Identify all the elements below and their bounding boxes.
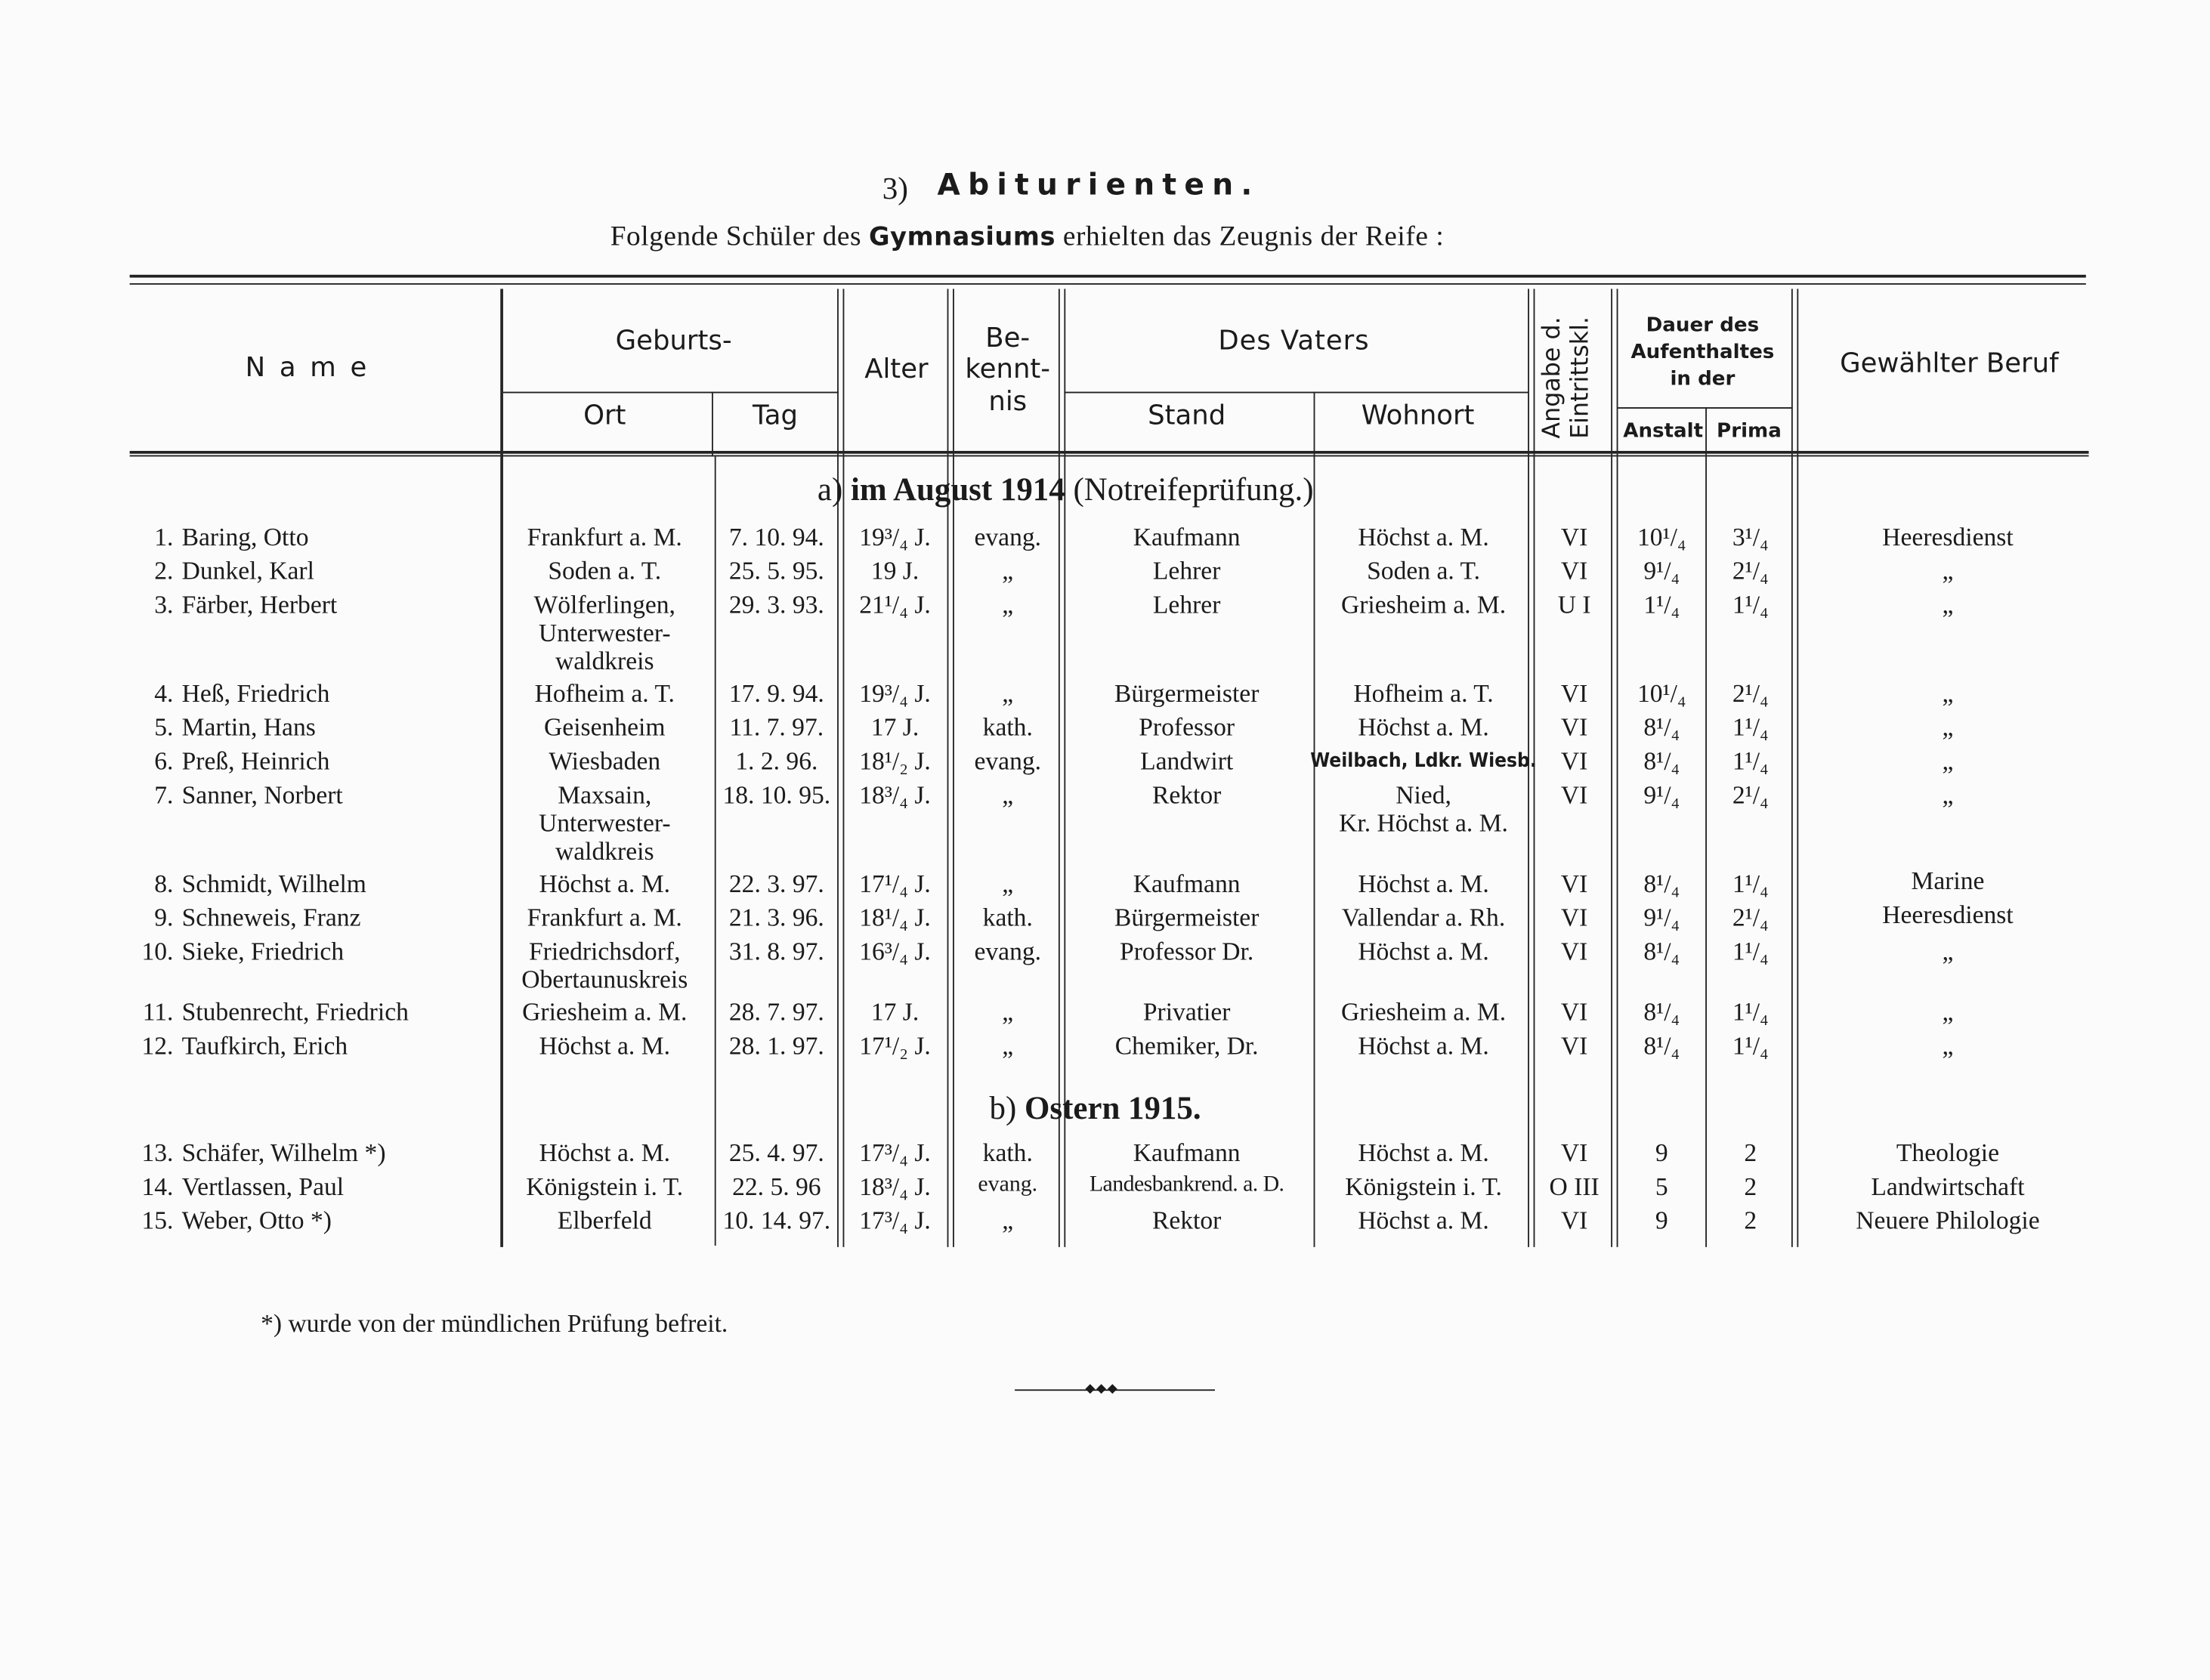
row-beruf: „ — [1942, 556, 1954, 585]
header-tag: Tag — [752, 400, 798, 431]
row-number: 2. — [154, 556, 174, 585]
table-row — [0, 1031, 2210, 1062]
section-title: Abiturienten. — [937, 167, 1260, 202]
header-dauer-1: Dauer des — [1646, 313, 1760, 337]
row-number: 5. — [154, 712, 174, 742]
row-bekenntnis: „ — [1002, 556, 1014, 585]
row-ort: Elberfeld — [557, 1206, 652, 1235]
row-alter: 17 J. — [870, 712, 920, 742]
row-stand: Kaufmann — [1133, 869, 1241, 898]
row-prima: 1¹/₄ — [1732, 997, 1769, 1027]
row-anstalt: 8¹/₄ — [1643, 712, 1680, 742]
row-wohnort: Weilbach, Ldkr. Wiesb. — [1310, 749, 1537, 773]
row-anstalt: 9 — [1655, 1138, 1668, 1167]
row-stand: Professor — [1139, 712, 1235, 742]
table-row — [0, 590, 2210, 676]
row-alter: 18³/₄ J. — [859, 780, 931, 809]
row-stand: Lehrer — [1152, 556, 1221, 585]
row-prima: 2 — [1744, 1138, 1757, 1167]
row-wohnort: Königstein i. T. — [1345, 1172, 1502, 1201]
row-anstalt: 10¹/₄ — [1637, 679, 1686, 708]
header-eintritt — [1540, 317, 1595, 439]
row-name: Schneweis, Franz — [181, 903, 361, 932]
header-bek-2: kennt- — [965, 354, 1051, 385]
row-ort: Soden a. T. — [548, 556, 662, 585]
row-number: 8. — [154, 869, 174, 898]
row-name: Weber, Otto *) — [181, 1206, 332, 1235]
section-a-note: (Notreifeprüfung.) — [1073, 471, 1314, 508]
header-vater: Des Vaters — [1218, 325, 1370, 357]
row-name: Preß, Heinrich — [181, 746, 330, 775]
row-stand: Landesbankrend. a. D. — [1089, 1172, 1284, 1197]
row-eintritt: VI — [1560, 1138, 1588, 1167]
row-beruf: Heeresdienst — [1882, 523, 2014, 551]
row-name: Dunkel, Karl — [181, 556, 314, 585]
row-ort: Königstein i. T. — [526, 1172, 684, 1201]
row-eintritt: O III — [1549, 1172, 1600, 1201]
header-anstalt: Anstalt — [1623, 419, 1704, 443]
row-name: Baring, Otto — [181, 523, 309, 551]
table-row — [0, 937, 2210, 994]
row-prima: 1¹/₄ — [1732, 869, 1769, 898]
row-prima: 2¹/₄ — [1732, 556, 1769, 585]
table-row — [0, 747, 2210, 778]
row-alter: 18¹/₄ J. — [859, 903, 931, 932]
row-eintritt: VI — [1560, 556, 1588, 585]
row-tag: 22. 5. 96 — [732, 1172, 821, 1201]
row-ort: Friedrichsdorf, Obertaunuskreis — [521, 937, 688, 994]
footnote: *) wurde von der mündlichen Prüfung befreit. — [261, 1308, 728, 1338]
row-beruf: Theologie — [1896, 1138, 2000, 1167]
subtitle-tail: erhielten das Zeugnis der Reife : — [1062, 221, 1445, 252]
row-stand: Landwirt — [1140, 746, 1234, 775]
row-prima: 1¹/₄ — [1732, 746, 1769, 775]
row-eintritt: VI — [1560, 523, 1588, 551]
row-beruf: Landwirtschaft — [1871, 1172, 2025, 1201]
row-beruf: „ — [1942, 937, 1954, 965]
header-name: N a m e — [245, 352, 370, 384]
row-eintritt: VI — [1560, 937, 1588, 965]
table-top-rule — [130, 275, 2086, 278]
row-anstalt: 9 — [1655, 1206, 1668, 1235]
row-alter: 18³/₄ J. — [859, 1172, 931, 1201]
row-bekenntnis: „ — [1002, 780, 1014, 809]
row-eintritt: VI — [1560, 903, 1588, 932]
row-number: 13. — [141, 1138, 174, 1167]
row-bekenntnis: „ — [1002, 869, 1014, 898]
row-tag: 28. 7. 97. — [728, 997, 824, 1027]
row-bekenntnis: kath. — [982, 712, 1033, 742]
row-alter: 17³/₄ J. — [859, 1138, 931, 1167]
row-ort: Maxsain, Unterwester- waldkreis — [538, 780, 671, 866]
row-wohnort: Hofheim a. T. — [1353, 679, 1494, 708]
row-stand: Rektor — [1151, 780, 1222, 809]
row-prima: 1¹/₄ — [1732, 1031, 1769, 1060]
header-prima: Prima — [1717, 419, 1782, 443]
row-stand: Lehrer — [1152, 590, 1221, 619]
row-ort: Höchst a. M. — [539, 1031, 670, 1060]
row-tag: 7. 10. 94. — [728, 523, 824, 551]
row-stand: Bürgermeister — [1114, 903, 1260, 932]
table-row — [0, 780, 2210, 866]
row-alter: 19³/₄ J. — [859, 523, 931, 551]
row-tag: 28. 1. 97. — [728, 1031, 824, 1060]
row-tag: 11. 7. 97. — [729, 712, 824, 742]
section-b-head — [990, 1092, 1201, 1125]
row-prima: 1¹/₄ — [1732, 937, 1769, 965]
row-eintritt: VI — [1560, 679, 1588, 708]
row-wohnort: Griesheim a. M. — [1340, 590, 1507, 619]
header-bek-1: Be- — [985, 323, 1031, 354]
row-name: Schäfer, Wilhelm *) — [181, 1138, 386, 1167]
row-name: Schmidt, Wilhelm — [181, 869, 366, 898]
table-row — [0, 1206, 2210, 1237]
row-prima: 2¹/₄ — [1732, 903, 1769, 932]
header-geburts: Geburts- — [615, 325, 732, 357]
row-name: Stubenrecht, Friedrich — [181, 997, 409, 1027]
row-anstalt: 9¹/₄ — [1643, 780, 1680, 809]
row-number: 15. — [141, 1206, 174, 1235]
header-dauer-3: in der — [1670, 367, 1736, 391]
row-stand: Kaufmann — [1133, 1138, 1241, 1167]
header-eintritt-1: Angabe d. — [1538, 317, 1567, 439]
row-beruf: Heeresdienst — [1882, 900, 2014, 929]
table-row — [0, 1172, 2210, 1203]
row-beruf: „ — [1942, 712, 1954, 742]
row-beruf: „ — [1942, 590, 1954, 619]
geburts-rule — [503, 392, 839, 394]
row-number: 10. — [141, 937, 174, 965]
row-wohnort: Höchst a. M. — [1358, 712, 1489, 742]
row-name: Sieke, Friedrich — [181, 937, 345, 965]
table-row — [0, 523, 2210, 554]
header-eintritt-2: Eintrittskl. — [1566, 316, 1594, 439]
section-subtitle — [610, 223, 1445, 251]
row-bekenntnis: „ — [1002, 997, 1014, 1027]
row-prima: 3¹/₄ — [1732, 523, 1769, 551]
row-tag: 18. 10. 95. — [722, 780, 831, 809]
row-stand: Chemiker, Dr. — [1114, 1031, 1259, 1060]
row-prima: 2¹/₄ — [1732, 679, 1769, 708]
col-rule-wohnort — [1314, 392, 1315, 1247]
row-tag: 22. 3. 97. — [728, 869, 824, 898]
row-prima: 1¹/₄ — [1732, 590, 1769, 619]
row-name: Vertlassen, Paul — [181, 1172, 345, 1201]
row-beruf: „ — [1942, 679, 1954, 708]
row-alter: 21¹/₄ J. — [859, 590, 931, 619]
row-wohnort: Höchst a. M. — [1358, 937, 1489, 965]
row-anstalt: 8¹/₄ — [1643, 1031, 1680, 1060]
row-alter: 17¹/₄ J. — [859, 869, 931, 898]
header-dauer-2: Aufenthaltes — [1630, 341, 1775, 364]
row-number: 6. — [154, 746, 174, 775]
row-anstalt: 5 — [1655, 1172, 1668, 1201]
row-prima: 2 — [1744, 1172, 1757, 1201]
row-prima: 2 — [1744, 1206, 1757, 1235]
row-ort: Höchst a. M. — [539, 1138, 670, 1167]
row-wohnort: Höchst a. M. — [1358, 869, 1489, 898]
table-row — [0, 557, 2210, 588]
section-a-head — [817, 471, 1314, 508]
row-anstalt: 8¹/₄ — [1643, 937, 1680, 965]
row-prima: 1¹/₄ — [1732, 712, 1769, 742]
row-anstalt: 1¹/₄ — [1643, 590, 1680, 619]
section-b-label: b) — [989, 1090, 1017, 1126]
row-bekenntnis: „ — [1002, 590, 1014, 619]
row-beruf: „ — [1942, 1031, 1954, 1060]
row-anstalt: 9¹/₄ — [1643, 556, 1680, 585]
row-stand: Privatier — [1142, 997, 1231, 1027]
row-alter: 17³/₄ J. — [859, 1206, 931, 1235]
row-bekenntnis: kath. — [982, 1138, 1033, 1167]
row-number: 4. — [154, 679, 174, 708]
row-anstalt: 8¹/₄ — [1643, 869, 1680, 898]
row-eintritt: VI — [1560, 1031, 1588, 1060]
row-beruf: „ — [1942, 780, 1954, 809]
row-name: Sanner, Norbert — [181, 780, 343, 809]
row-wohnort: Höchst a. M. — [1358, 1031, 1489, 1060]
section-a-label: a) — [817, 471, 843, 508]
row-ort: Wölferlingen, Unterwester- waldkreis — [533, 590, 675, 676]
table-row — [0, 998, 2210, 1029]
row-stand: Rektor — [1151, 1206, 1222, 1235]
row-number: 11. — [142, 997, 174, 1027]
table-row — [0, 679, 2210, 710]
header-ort: Ort — [583, 400, 626, 431]
row-tag: 10. 14. 97. — [722, 1206, 831, 1235]
section-a-bold: im August 1914 — [851, 471, 1065, 508]
row-name: Heß, Friedrich — [181, 679, 330, 708]
row-eintritt: VI — [1560, 869, 1588, 898]
row-eintritt: VI — [1560, 997, 1588, 1027]
row-bekenntnis: evang. — [978, 1172, 1038, 1197]
row-number: 7. — [154, 780, 174, 809]
row-alter: 19³/₄ J. — [859, 679, 931, 708]
header-beruf: Gewählter Beruf — [1840, 347, 2059, 379]
row-eintritt: VI — [1560, 1206, 1588, 1235]
row-name: Martin, Hans — [181, 712, 316, 742]
row-bekenntnis: kath. — [982, 903, 1033, 932]
table-row — [0, 713, 2210, 744]
row-eintritt: VI — [1560, 746, 1588, 775]
row-wohnort: Vallendar a. Rh. — [1341, 903, 1506, 932]
row-number: 3. — [154, 590, 174, 619]
row-wohnort: Höchst a. M. — [1358, 1138, 1489, 1167]
table-row — [0, 1138, 2210, 1169]
row-eintritt: VI — [1560, 712, 1588, 742]
row-wohnort: Höchst a. M. — [1358, 1206, 1489, 1235]
row-ort: Hofheim a. T. — [534, 679, 675, 708]
subtitle-school: Gymnasiums — [869, 222, 1056, 252]
row-beruf: Neuere Philologie — [1856, 1206, 2040, 1235]
row-anstalt: 8¹/₄ — [1643, 997, 1680, 1027]
header-stand: Stand — [1148, 400, 1226, 431]
row-wohnort: Nied, Kr. Höchst a. M. — [1339, 780, 1508, 838]
row-ort: Griesheim a. M. — [522, 997, 688, 1027]
row-bekenntnis: evang. — [974, 746, 1042, 775]
row-beruf: „ — [1942, 997, 1954, 1027]
row-number: 14. — [141, 1172, 174, 1201]
table-row — [0, 900, 2210, 934]
row-ort: Höchst a. M. — [539, 869, 670, 898]
row-beruf: Marine — [1911, 866, 1985, 895]
row-stand: Bürgermeister — [1114, 679, 1260, 708]
row-beruf: „ — [1942, 746, 1954, 775]
table-top-rule-2 — [130, 283, 2086, 285]
header-wohnort: Wohnort — [1361, 400, 1475, 431]
row-wohnort: Höchst a. M. — [1358, 523, 1489, 551]
section-b-bold: Ostern 1915. — [1025, 1090, 1201, 1126]
col-rule-tag — [712, 392, 713, 457]
row-bekenntnis: „ — [1002, 1206, 1014, 1235]
row-stand: Kaufmann — [1133, 523, 1241, 551]
row-wohnort: Soden a. T. — [1367, 556, 1480, 585]
row-stand: Professor Dr. — [1120, 937, 1254, 965]
subtitle-lead: Folgende Schüler des — [610, 221, 862, 252]
row-tag: 31. 8. 97. — [728, 937, 824, 965]
row-ort: Frankfurt a. M. — [527, 903, 682, 932]
row-tag: 17. 9. 94. — [728, 679, 824, 708]
row-anstalt: 10¹/₄ — [1637, 523, 1686, 551]
row-tag: 29. 3. 93. — [728, 590, 824, 619]
row-alter: 19 J. — [870, 556, 920, 585]
row-bekenntnis: „ — [1002, 679, 1014, 708]
row-number: 12. — [141, 1031, 174, 1060]
row-bekenntnis: evang. — [974, 523, 1042, 551]
row-wohnort: Griesheim a. M. — [1340, 997, 1507, 1027]
row-tag: 1. 2. 96. — [735, 746, 818, 775]
row-bekenntnis: „ — [1002, 1031, 1014, 1060]
ornament-mark: ◆◆◆ — [1085, 1382, 1119, 1397]
table-row — [0, 866, 2210, 900]
row-bekenntnis: evang. — [974, 937, 1042, 965]
row-name: Taufkirch, Erich — [181, 1031, 348, 1060]
row-number: 1. — [154, 523, 174, 551]
row-ort: Wiesbaden — [549, 746, 661, 775]
row-anstalt: 9¹/₄ — [1643, 903, 1680, 932]
row-number: 9. — [154, 903, 174, 932]
row-name: Färber, Herbert — [181, 590, 338, 619]
row-tag: 21. 3. 96. — [728, 903, 824, 932]
header-bek-3: nis — [988, 386, 1028, 418]
row-tag: 25. 4. 97. — [728, 1138, 824, 1167]
row-alter: 17 J. — [870, 997, 920, 1027]
row-alter: 18¹/₂ J. — [859, 746, 931, 775]
row-anstalt: 8¹/₄ — [1643, 746, 1680, 775]
row-eintritt: U I — [1557, 590, 1591, 619]
row-alter: 16³/₄ J. — [859, 937, 931, 965]
row-ort: Frankfurt a. M. — [527, 523, 682, 551]
row-eintritt: VI — [1560, 780, 1588, 809]
row-ort: Geisenheim — [544, 712, 666, 742]
row-prima: 2¹/₄ — [1732, 780, 1769, 809]
row-alter: 17¹/₂ J. — [859, 1031, 931, 1060]
vater-rule — [1064, 392, 1529, 394]
row-tag: 25. 5. 95. — [728, 556, 824, 585]
header-alter: Alter — [864, 354, 929, 385]
section-number: 3) — [882, 170, 908, 206]
